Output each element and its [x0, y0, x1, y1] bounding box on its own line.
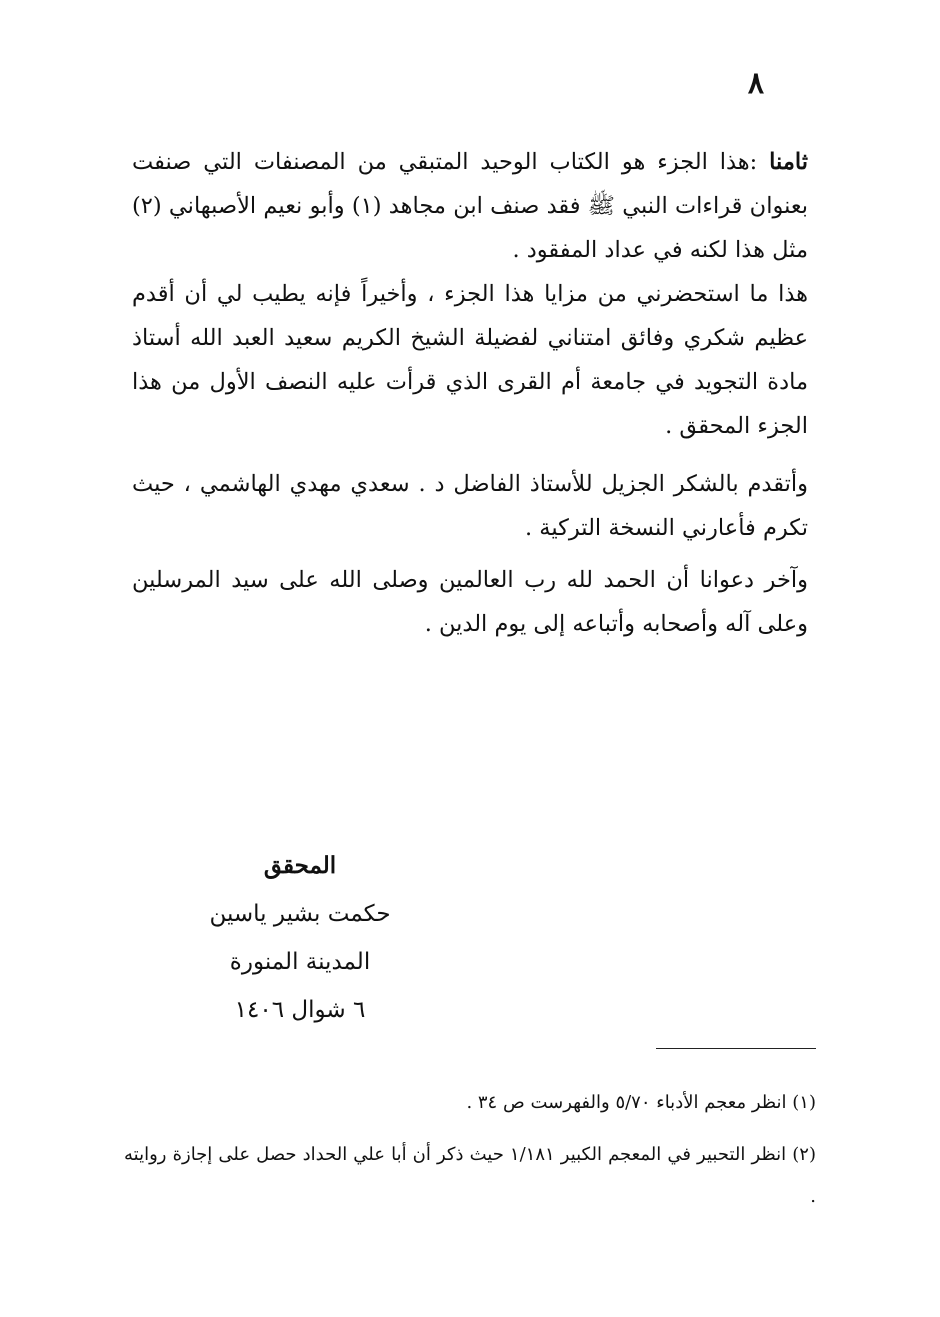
paragraph-1 [132, 140, 808, 272]
page-number: ٨ [747, 66, 764, 101]
footnote-2: (٢) انظر التحبير في المعجم الكبير ١/١٨١ حيث ذكر أن أبا علي الحداد حصل على إجازة روايته . [124, 1144, 816, 1207]
footnote-divider [656, 1048, 816, 1049]
paragraph-3: وأتقدم بالشكر الجزيل للأستاذ الفاضل د . سعدي مهدي الهاشمي ، حيث تكرم فأعارني النسخة التركية . [132, 471, 808, 541]
paragraph-1-text: :هذا الجزء هو الكتاب الوحيد المتبقي من المصنفات التي صنفت بعنوان قراءات النبي ﷺ فقد صنف ابن مجاهد (١) وأبو نعيم الأصبهاني (٢) مثل هذا لكنه في عداد المفقود . [132, 149, 808, 263]
paragraph-1-lead: ثامنا [769, 149, 808, 175]
signature-date: ٦ شوال ١٤٠٦ [234, 997, 366, 1023]
signature-title: المحقق [263, 852, 337, 879]
signature-block [170, 842, 430, 1034]
paragraph-2: هذا ما استحضرني من مزايا هذا الجزء ، وأخيراً فإنه يطيب لي أن أقدم عظيم شكري وفائق امتناني لفضيلة الشيخ الكريم سعيد العبد الله أستاذ مادة التجويد في جامعة أم القرى الذي قرأت عليه النصف الأول من هذا الجزء المحقق . [132, 281, 808, 439]
signature-place: المدينة المنورة [229, 949, 371, 975]
footnote-1: (١) انظر معجم الأدباء ٥/٧٠ والفهرست ص ٣٤ . [466, 1092, 816, 1113]
signature-name: حكمت بشير ياسين [209, 901, 391, 927]
paragraph-4: وآخر دعوانا أن الحمد لله رب العالمين وصلى الله على سيد المرسلين وعلى آله وأصحابه وأتباعه إلى يوم الدين . [132, 567, 808, 637]
